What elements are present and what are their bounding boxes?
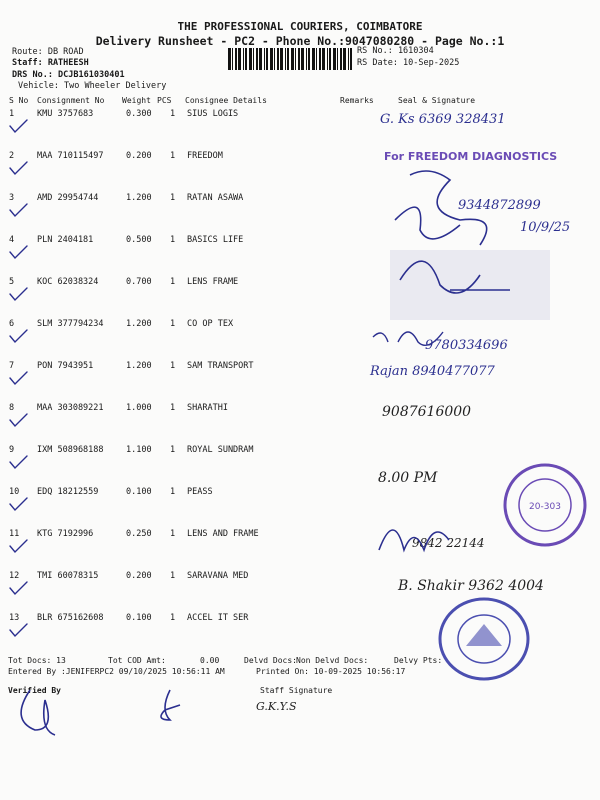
printed-on: Printed On: 10-09-2025 10:56:17 bbox=[256, 667, 406, 676]
stamp-industrial-engineering bbox=[500, 460, 590, 550]
cell-cons: TMI 60078315 bbox=[37, 571, 99, 581]
tot-cod: Tot COD Amt: bbox=[108, 656, 166, 665]
cell-wt: 0.300 bbox=[126, 109, 152, 119]
sig-row12: B. Shakir 9362 4004 bbox=[398, 578, 544, 594]
cell-wt: 0.100 bbox=[126, 613, 152, 623]
sig-row3: 9344872899 bbox=[458, 198, 541, 213]
staff-signature: G.K.Y.S bbox=[256, 700, 297, 713]
checkmark-icon bbox=[10, 498, 27, 510]
cell-name: BASICS LIFE bbox=[187, 235, 244, 245]
cell-pcs: 1 bbox=[170, 235, 176, 245]
cell-pcs: 1 bbox=[170, 487, 176, 497]
cod-value: 0.00 bbox=[200, 656, 220, 665]
checkmark-icon bbox=[10, 162, 27, 174]
sig-row3-date: 10/9/25 bbox=[520, 220, 571, 235]
sig-row1: G. Ks 6369 328431 bbox=[380, 112, 506, 127]
staff: Staff: RATHEESH bbox=[12, 58, 89, 68]
cell-pcs: 1 bbox=[170, 277, 176, 287]
delvy-pts: Delvy Pts: bbox=[394, 656, 443, 665]
cell-wt: 1.200 bbox=[126, 361, 152, 371]
cell-cons: BLR 675162608 bbox=[37, 613, 104, 623]
cell-sno: 5 bbox=[9, 277, 15, 287]
cell-pcs: 1 bbox=[170, 151, 176, 161]
rs-no: RS No.: 1610304 bbox=[357, 46, 434, 56]
cell-pcs: 1 bbox=[170, 613, 176, 623]
col-consignee: Consignee Details bbox=[185, 96, 267, 105]
cell-pcs: 1 bbox=[170, 319, 176, 329]
cell-name: PEASS bbox=[187, 487, 213, 497]
cell-sno: 7 bbox=[9, 361, 15, 371]
stamp-accel-it-services bbox=[436, 596, 532, 682]
cell-wt: 0.700 bbox=[126, 277, 152, 287]
cell-pcs: 1 bbox=[170, 193, 176, 203]
cell-cons: PON 7943951 bbox=[37, 361, 94, 371]
drs-no: DRS No.: DCJB161030401 bbox=[12, 70, 125, 80]
route: Route: DB ROAD bbox=[12, 47, 84, 57]
cell-wt: 0.250 bbox=[126, 529, 152, 539]
cell-pcs: 1 bbox=[170, 361, 176, 371]
checkmark-icon bbox=[10, 372, 27, 384]
checkmark-icon bbox=[10, 246, 27, 258]
staff-signature-label: Staff Signature bbox=[260, 686, 333, 695]
checkmark-icon bbox=[10, 120, 27, 132]
cell-sno: 10 bbox=[9, 487, 20, 497]
sig-row11-scribble bbox=[374, 515, 454, 555]
col-pcs: PCS bbox=[157, 96, 172, 105]
cell-sno: 3 bbox=[9, 193, 15, 203]
sig-row11: 9842 22144 bbox=[412, 536, 485, 550]
cell-name: ROYAL SUNDRAM bbox=[187, 445, 254, 455]
delvd-docs: Delvd Docs: bbox=[244, 656, 297, 665]
checkmark-icon bbox=[10, 582, 27, 594]
cell-name: LENS FRAME bbox=[187, 277, 239, 287]
col-consignment: Consignment No bbox=[37, 96, 105, 105]
cell-cons: PLN 2404181 bbox=[37, 235, 94, 245]
stamp-freedom: For FREEDOM DIAGNOSTICS bbox=[384, 150, 558, 163]
cell-cons: MAA 710115497 bbox=[37, 151, 104, 161]
cell-sno: 12 bbox=[9, 571, 20, 581]
cell-wt: 1.100 bbox=[126, 445, 152, 455]
cell-pcs: 1 bbox=[170, 403, 176, 413]
entered-by: Entered By :JENIFERPC2 09/10/2025 10:56:11 AM bbox=[8, 667, 225, 676]
cell-name: FREEDOM bbox=[187, 151, 223, 161]
cell-sno: 11 bbox=[9, 529, 20, 539]
cell-name: SIUS LOGIS bbox=[187, 109, 239, 119]
cell-name: RATAN ASAWA bbox=[187, 193, 244, 203]
cell-wt: 0.500 bbox=[126, 235, 152, 245]
rs-date: RS Date: 10-Sep-2025 bbox=[357, 58, 460, 68]
verified-by: Verified By bbox=[8, 686, 61, 695]
cell-pcs: 1 bbox=[170, 445, 176, 455]
checkmark-icon bbox=[10, 624, 27, 636]
cell-sno: 2 bbox=[9, 151, 15, 161]
cell-sno: 6 bbox=[9, 319, 15, 329]
cell-cons: EDQ 18212559 bbox=[37, 487, 99, 497]
checkmark-icon bbox=[10, 204, 27, 216]
checkmark-icon bbox=[10, 414, 27, 426]
sig-row6-scribble bbox=[368, 322, 448, 352]
cell-sno: 13 bbox=[9, 613, 20, 623]
cell-name: SAM TRANSPORT bbox=[187, 361, 254, 371]
non-delvd-docs: Non Delvd Docs: bbox=[296, 656, 369, 665]
vehicle: Vehicle: Two Wheeler Delivery bbox=[18, 81, 167, 91]
cell-cons: SLM 377794234 bbox=[37, 319, 104, 329]
runsheet-subtitle: Delivery Runsheet - PC2 - Phone No.:9047080280 - Page No.:1 bbox=[95, 34, 505, 48]
sig-row7: Rajan 8940477077 bbox=[370, 364, 495, 379]
col-weight: Weight bbox=[122, 96, 151, 105]
checkmark-icon bbox=[10, 540, 27, 552]
sig-row8: 9087616000 bbox=[382, 404, 472, 420]
cell-cons: AMD 29954744 bbox=[37, 193, 99, 203]
cell-name: CO OP TEX bbox=[187, 319, 234, 329]
cell-name: LENS AND FRAME bbox=[187, 529, 259, 539]
cell-wt: 0.200 bbox=[126, 151, 152, 161]
checkmark-icon bbox=[10, 330, 27, 342]
cell-sno: 4 bbox=[9, 235, 15, 245]
cell-cons: KMU 3757683 bbox=[37, 109, 94, 119]
cell-sno: 1 bbox=[9, 109, 15, 119]
cell-wt: 1.000 bbox=[126, 403, 152, 413]
cell-cons: KOC 62038324 bbox=[37, 277, 99, 287]
signature-scribbles bbox=[380, 165, 580, 325]
cell-cons: MAA 303089221 bbox=[37, 403, 104, 413]
checkmark-icon bbox=[10, 456, 27, 468]
col-sno: S No bbox=[9, 96, 29, 105]
col-remarks: Remarks bbox=[340, 96, 374, 105]
cell-sno: 8 bbox=[9, 403, 15, 413]
verifier-signatures bbox=[10, 680, 210, 740]
cell-name: SARAVANA MED bbox=[187, 571, 249, 581]
cell-cons: KTG 7192996 bbox=[37, 529, 94, 539]
cell-pcs: 1 bbox=[170, 571, 176, 581]
cell-wt: 0.100 bbox=[126, 487, 152, 497]
sig-row6: 9780334696 bbox=[425, 338, 508, 353]
cell-pcs: 1 bbox=[170, 529, 176, 539]
cell-cons: IXM 508968188 bbox=[37, 445, 104, 455]
svg-text:20-303: 20-303 bbox=[529, 502, 561, 512]
cell-pcs: 1 bbox=[170, 109, 176, 119]
cell-name: ACCEL IT SER bbox=[187, 613, 249, 623]
cell-wt: 1.200 bbox=[126, 319, 152, 329]
col-seal: Seal & Signature bbox=[398, 96, 476, 105]
cell-wt: 0.200 bbox=[126, 571, 152, 581]
cell-wt: 1.200 bbox=[126, 193, 152, 203]
runsheet-title: THE PROFESSIONAL COURIERS, COIMBATORE bbox=[177, 20, 423, 33]
sig-row9: 8.00 PM bbox=[378, 470, 438, 486]
tot-docs: Tot Docs: 13 bbox=[8, 656, 66, 665]
cell-sno: 9 bbox=[9, 445, 15, 455]
checkmark-icon bbox=[10, 288, 27, 300]
cell-name: SHARATHI bbox=[187, 403, 228, 413]
